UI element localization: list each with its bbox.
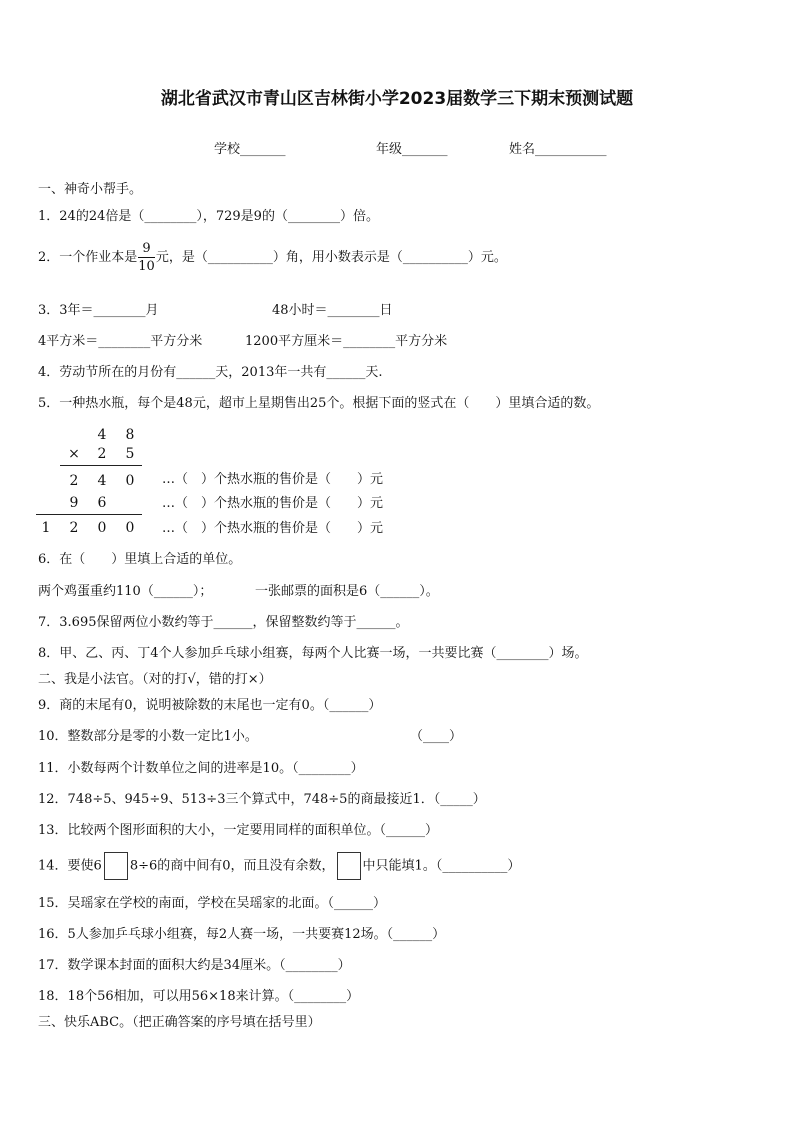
question-18: 18．18个56相加，可以用56×18来计算。（________） (38, 989, 360, 1004)
fraction-denominator: 10 (138, 259, 155, 274)
question-6a: 两个鸡蛋重约110（______）； (38, 584, 213, 599)
digit: 2 (69, 520, 79, 536)
question-8: 8．甲、乙、丙、丁4个人参加乒乓球小组赛，每两个人比赛一场，一共要比赛（________）场。 (38, 646, 588, 661)
question-7: 7．3.695保留两位小数约等于______，保留整数约等于______。 (38, 615, 409, 630)
question-15: 15．吴瑶家在学校的南面，学校在吴瑶家的北面。（______） (38, 896, 387, 911)
question-14-part-3: 中只能填1。（__________） (362, 858, 521, 874)
sum-line-1 (60, 465, 142, 466)
digit: 5 (125, 446, 135, 462)
multiply-sign: × (68, 446, 80, 462)
question-5: 5．一种热水瓶，每个是48元，超市上星期售出25个。根据下面的竖式在（ ）里填合适的数。 (38, 396, 600, 411)
school-field: 学校_______ (214, 142, 286, 157)
sum-line-2 (36, 514, 142, 515)
question-3c: 4平方米＝________平方分米 (38, 334, 203, 349)
question-9: 9．商的末尾有0，说明被除数的末尾也一定有0。（______） (38, 698, 382, 713)
fraction-numerator: 9 (138, 242, 155, 258)
grade-field: 年级_______ (376, 142, 448, 157)
section-1-heading: 一、神奇小帮手。 (38, 182, 143, 197)
question-13: 13．比较两个图形面积的大小，一定要用同样的面积单位。（______） (38, 823, 439, 838)
vertical-note-1: …（ ）个热水瓶的售价是（ ）元 (162, 472, 384, 487)
question-3a: 3．3年＝________月 (38, 303, 159, 318)
section-2-heading: 二、我是小法官。（对的打√，错的打×） (38, 672, 272, 687)
question-11: 11．小数每两个计数单位之间的进率是10。（________） (38, 761, 364, 776)
vertical-note-3: …（ ）个热水瓶的售价是（ ）元 (162, 521, 384, 536)
question-10: 10．整数部分是零的小数一定比1小。 (38, 729, 258, 744)
digit: 4 (97, 473, 107, 489)
question-14 (38, 852, 520, 880)
question-14-part-1: 14．要使6 (38, 858, 102, 874)
digit: 0 (125, 520, 135, 536)
digit: 8 (125, 427, 135, 443)
question-16: 16．5人参加乒乓球小组赛，每2人赛一场，一共要赛12场。（______） (38, 927, 446, 942)
answer-box (337, 852, 361, 880)
digit: 1 (41, 520, 51, 536)
section-3-heading: 三、快乐ABC。（把正确答案的序号填在括号里） (38, 1015, 321, 1030)
question-1: 1．24的24倍是（________），729是9的（________）倍。 (38, 209, 379, 224)
question-2-prefix: 2．一个作业本是 (38, 250, 138, 265)
question-2 (38, 242, 507, 273)
answer-box (104, 852, 128, 880)
question-14-part-2: 8÷6的商中间有0，而且没有余数， (129, 858, 335, 874)
digit: 0 (125, 473, 135, 489)
question-10-blank: （____） (410, 729, 463, 744)
name-field: 姓名___________ (509, 142, 607, 157)
question-12: 12．748÷5、945÷9、513÷3三个算式中，748÷5的商最接近1．（_____） (38, 792, 486, 807)
digit: 4 (97, 427, 107, 443)
question-6: 6．在（ ）里填上合适的单位。 (38, 552, 242, 567)
page-title: 湖北省武汉市青山区吉林街小学2023届数学三下期末预测试题 (160, 89, 634, 109)
digit: 2 (97, 446, 107, 462)
question-2-suffix: 元，是（__________）角，用小数表示是（__________）元。 (155, 250, 507, 265)
question-17: 17．数学课本封面的面积大约是34厘米。（________） (38, 958, 351, 973)
digit: 6 (97, 495, 107, 511)
digit: 9 (69, 495, 79, 511)
question-3d: 1200平方厘米＝________平方分米 (245, 334, 448, 349)
digit: 0 (97, 520, 107, 536)
question-4: 4．劳动节所在的月份有______天，2013年一共有______天. (38, 365, 383, 380)
vertical-note-2: …（ ）个热水瓶的售价是（ ）元 (162, 496, 384, 511)
question-6b: 一张邮票的面积是6（______）。 (255, 584, 439, 599)
fraction (138, 242, 155, 273)
digit: 2 (69, 473, 79, 489)
question-3b: 48小时＝________日 (272, 303, 393, 318)
